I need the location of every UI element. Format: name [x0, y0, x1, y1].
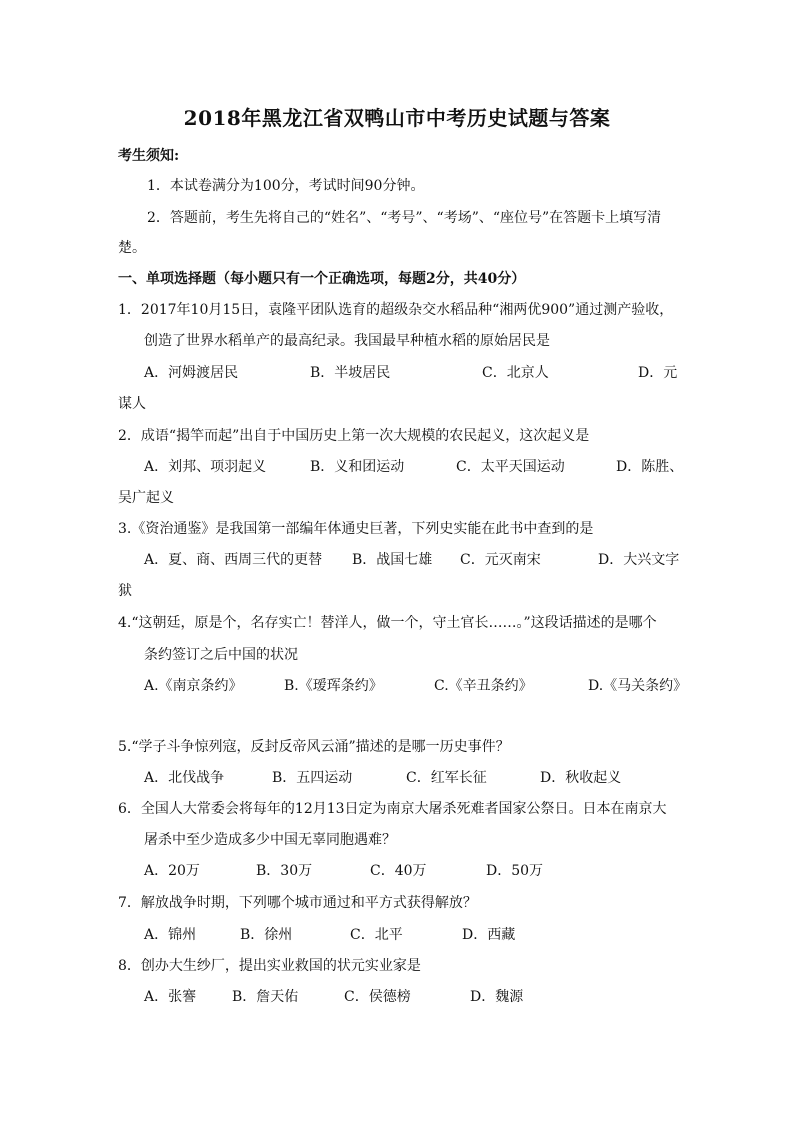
question-8-option-d: D．魏源 — [470, 989, 524, 1005]
question-6-option-d: D．50万 — [486, 863, 544, 879]
question-7-option-c: C．北平 — [350, 927, 403, 943]
question-1-option-d-wrap: 谋人 — [118, 396, 146, 412]
notice-item-2-line-2: 楚。 — [118, 240, 146, 256]
question-5-option-d: D．秋收起义 — [540, 770, 622, 786]
notice-item-2-line-1: 2．答题前，考生先将自己的“姓名”、“考号”、“考场”、“座位号”在答题卡上填写清 — [147, 210, 662, 226]
question-7-option-b: B．徐州 — [240, 927, 293, 943]
question-3-stem-line-1: 3.《资治通鉴》是我国第一部编年体通史巨著，下列史实能在此书中查到的是 — [118, 521, 594, 537]
question-1-option-c: C．北京人 — [482, 365, 549, 381]
question-6-option-a: A．20万 — [144, 863, 200, 879]
question-2-option-d: D．陈胜、 — [616, 459, 684, 475]
question-2-option-b: B．义和团运动 — [310, 459, 405, 475]
question-8-option-b: B．詹天佑 — [232, 989, 299, 1005]
question-7-option-a: A．锦州 — [144, 927, 197, 943]
question-3-option-c: C．元灭南宋 — [460, 552, 541, 568]
question-2-option-d-wrap: 吴广起义 — [118, 490, 174, 506]
notice-item-1: 1．本试卷满分为100分，考试时间90分钟。 — [147, 178, 425, 194]
question-4-option-c: C.《辛丑条约》 — [434, 678, 533, 694]
question-3-option-d: D．大兴文字 — [598, 552, 680, 568]
question-8-option-a: A．张謇 — [144, 989, 197, 1005]
question-6-stem-line-2: 屠杀中至少造成多少中国无辜同胞遇难？ — [144, 832, 396, 848]
question-1-option-d: D．元 — [638, 365, 678, 381]
notice-heading: 考生须知: — [118, 148, 180, 164]
question-6-stem-line-1: 6．全国人大常委会将每年的12月13日定为南京大屠杀死难者国家公祭日。日本在南京大 — [118, 801, 667, 817]
question-8-option-c: C．侯德榜 — [344, 989, 411, 1005]
question-5-stem-line-1: 5.“学子斗争惊列寇，反封反帝风云涌”描述的是哪一历史事件？ — [118, 739, 510, 755]
question-5-option-b: B．五四运动 — [272, 770, 353, 786]
question-1-stem-line-2: 创造了世界水稻单产的最高纪录。我国最早种植水稻的原始居民是 — [144, 333, 550, 349]
question-6-option-c: C．40万 — [370, 863, 427, 879]
question-4-option-a: A.《南京条约》 — [144, 678, 243, 694]
question-2-option-a: A．刘邦、项羽起义 — [144, 459, 267, 475]
question-1-option-b: B．半坡居民 — [310, 365, 391, 381]
question-4-stem-line-1: 4.“这朝廷，原是个，名存实亡！替洋人，做一个，守土官长……。”这段话描述的是哪个 — [118, 615, 657, 631]
question-5-option-a: A．北伐战争 — [144, 770, 225, 786]
question-7-option-d: D．西藏 — [462, 927, 516, 943]
question-1-option-a: A．河姆渡居民 — [144, 365, 239, 381]
question-4-stem-line-2: 条约签订之后中国的状况 — [144, 647, 298, 663]
question-4-option-d: D.《马关条约》 — [588, 678, 688, 694]
page-title: 2018年黑龙江省双鸭山市中考历史试题与答案 — [183, 106, 611, 130]
question-3-option-a: A．夏、商、西周三代的更替 — [144, 552, 323, 568]
question-5-option-c: C．红军长征 — [406, 770, 487, 786]
question-4-option-b: B.《瑷珲条约》 — [284, 678, 383, 694]
question-2-option-c: C．太平天国运动 — [456, 459, 565, 475]
question-8-stem-line-1: 8．创办大生纱厂，提出实业救国的状元实业家是 — [118, 958, 421, 974]
section-1-heading: 一、单项选择题（每小题只有一个正确选项，每题2分，共40分） — [118, 271, 526, 287]
question-3-option-d-wrap: 狱 — [118, 583, 132, 599]
question-3-option-b: B．战国七雄 — [352, 552, 433, 568]
question-1-stem-line-1: 1．2017年10月15日，袁隆平团队选育的超级杂交水稻品种“湘两优900”通过测产验收， — [118, 302, 674, 318]
question-7-stem-line-1: 7．解放战争时期，下列哪个城市通过和平方式获得解放？ — [118, 895, 477, 911]
question-6-option-b: B．30万 — [256, 863, 313, 879]
question-2-stem-line-1: 2．成语“揭竿而起”出自于中国历史上第一次大规模的农民起义，这次起义是 — [118, 428, 590, 444]
